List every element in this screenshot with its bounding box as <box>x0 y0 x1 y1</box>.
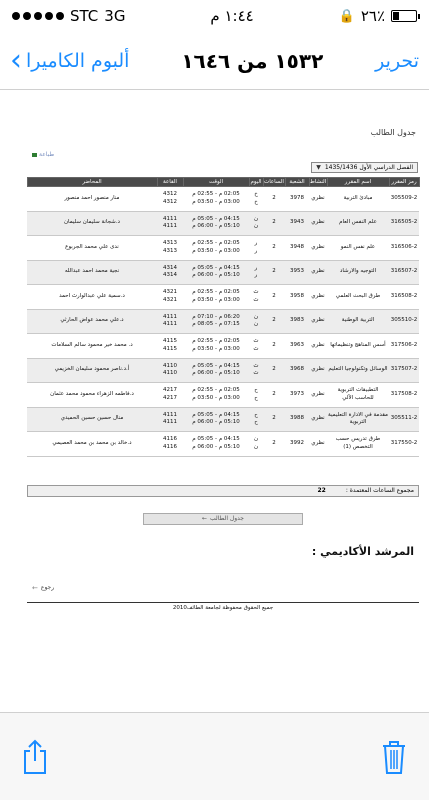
table-row <box>27 407 419 432</box>
cell-hours: 2 <box>263 236 285 261</box>
cell-name: التربية الوطنية <box>327 309 389 334</box>
code-header: رمز المقرر <box>389 178 419 187</box>
share-button[interactable] <box>20 736 50 778</box>
cell-room: 4314 4314 <box>157 260 183 285</box>
semester-row <box>24 162 422 173</box>
cell-activity: نظري <box>309 358 327 383</box>
schedule-document <box>24 90 422 610</box>
cell-room: 4217 4217 <box>157 383 183 408</box>
cell-name: الوسائل وتكنولوجيا التعليم <box>327 358 389 383</box>
bottom-toolbar <box>0 712 429 800</box>
back-link[interactable] <box>24 584 422 592</box>
day-header: اليوم <box>250 179 262 185</box>
cell-time: 04:15 م - 05:05 م 05:10 م - 06:00 م <box>183 358 249 383</box>
cell-time: 02:05 م - 02:55 م 03:00 م - 03:50 م <box>183 285 249 310</box>
table-row <box>27 309 419 334</box>
battery-percent: ٢٦٪ <box>360 7 385 25</box>
cell-day: ن ن <box>249 211 263 236</box>
cell-time: 04:15 م - 05:05 م 05:10 م - 06:00 م <box>183 407 249 432</box>
cell-day: ر ر <box>249 236 263 261</box>
back-arrow-icon: ← <box>32 583 38 592</box>
cell-day: ن ن <box>249 432 263 457</box>
cell-day: ث ث <box>249 334 263 359</box>
cell-name: علم النفس العام <box>327 211 389 236</box>
course-name-header: اسم المقرر <box>327 178 389 187</box>
cell-lecturer: د. محمد خير محمود سالم السلامات <box>27 334 157 359</box>
cell-name: التوجيه والارشاد <box>327 260 389 285</box>
cell-name: التطبيقات التربوية للحاسب الآلي <box>327 383 389 408</box>
cell-lecturer: د.علي محمد عواض الحارثي <box>27 309 157 334</box>
table-row <box>27 358 419 383</box>
cell-hours: 2 <box>263 285 285 310</box>
student-schedule-button[interactable] <box>143 513 303 525</box>
room-header: القاعة <box>157 178 183 187</box>
cell-room: 4115 4115 <box>157 334 183 359</box>
status-right <box>339 7 417 25</box>
cell-hours: 2 <box>263 432 285 457</box>
print-label: طباعة <box>39 151 55 158</box>
cell-day: ن ن <box>249 309 263 334</box>
cell-time: 04:15 م - 05:05 م 05:10 م - 06:00 م <box>183 260 249 285</box>
cell-day: ر ر <box>249 260 263 285</box>
total-hours-value: 22 <box>317 487 326 494</box>
cell-room: 4312 4312 <box>157 187 183 212</box>
section-header: الشعبة <box>285 178 309 187</box>
cell-day: ح ح <box>249 407 263 432</box>
cell-hours: 2 <box>263 358 285 383</box>
cell-day: خ خ <box>249 187 263 212</box>
cell-hours: 2 <box>263 383 285 408</box>
cell-lecturer: د.فاطمه الزهراء محمود محمد عثمان <box>27 383 157 408</box>
cell-activity: نظري <box>309 309 327 334</box>
cell-name: مبادئ التربية <box>327 187 389 212</box>
total-hours-label: مجموع الساعات المعتمدة : <box>345 487 414 494</box>
photo-content <box>0 90 429 712</box>
table-row <box>27 285 419 310</box>
cell-code: 317508-2 <box>389 383 419 408</box>
total-hours-box <box>27 485 419 497</box>
status-time: ١:٤٤ م <box>210 7 254 25</box>
schedule-arrow-icon: ← <box>201 515 208 522</box>
cell-name: علم نفس النمو <box>327 236 389 261</box>
academic-advisor-heading: المرشد الأكاديمي : <box>311 544 414 558</box>
table-row <box>27 236 419 261</box>
cell-code: 317507-2 <box>389 358 419 383</box>
table-header-row <box>27 178 419 187</box>
network-type: 3G <box>104 7 126 25</box>
nav-title: ١٥٣٢ من ١٦٤٦ <box>181 48 324 73</box>
cell-time: 04:15 م - 05:05 م 05:10 م - 06:00 م <box>183 211 249 236</box>
printer-icon <box>32 153 37 157</box>
cell-room: 4111 4111 <box>157 211 183 236</box>
status-left <box>12 7 125 25</box>
navigation-bar <box>0 32 429 90</box>
cell-code: 317506-2 <box>389 334 419 359</box>
cell-lecturer: د.شجانة سليمان سليمان <box>27 211 157 236</box>
cell-time: 04:15 م - 05:05 م 05:10 م - 06:00 م <box>183 432 249 457</box>
semester-select[interactable] <box>311 162 418 173</box>
cell-name: طرق البحث العلمي <box>327 285 389 310</box>
status-bar <box>0 0 429 32</box>
rotation-lock-icon: 🔒 <box>338 8 355 24</box>
cell-code: 305510-2 <box>389 309 419 334</box>
cell-room: 4116 4116 <box>157 432 183 457</box>
cell-room: 4111 4111 <box>157 309 183 334</box>
cell-code: 317550-2 <box>389 432 419 457</box>
table-body <box>27 187 419 457</box>
cell-section: 3953 <box>285 260 309 285</box>
cell-section: 3963 <box>285 334 309 359</box>
cell-hours: 2 <box>263 187 285 212</box>
print-link[interactable] <box>24 151 422 158</box>
cell-time: 06:20 م - 07:10 م 07:15 م - 08:05 م <box>183 309 249 334</box>
table-row <box>27 187 419 212</box>
chevron-left-icon: ‹ <box>10 42 22 78</box>
cell-lecturer: منار منصور احمد منصور <box>27 187 157 212</box>
activity-header: النشاط <box>309 179 327 185</box>
cell-hours: 2 <box>263 309 285 334</box>
chevron-down-icon: ▼ <box>316 164 321 171</box>
cell-name: مقدمة في الادارة التعليمية التربوية <box>327 407 389 432</box>
cell-hours: 2 <box>263 260 285 285</box>
cell-lecturer: منال حسين حسين الحميدي <box>27 407 157 432</box>
table-row <box>27 260 419 285</box>
cell-room: 4110 4110 <box>157 358 183 383</box>
cell-section: 3948 <box>285 236 309 261</box>
cell-lecturer: ندى علي محمد الجربوع <box>27 236 157 261</box>
cell-section: 3958 <box>285 285 309 310</box>
cell-lecturer: أ.د.ناصر محمود سليمان الخزيمي <box>27 358 157 383</box>
carrier-name: STC <box>70 7 99 25</box>
cell-room: 4321 4321 <box>157 285 183 310</box>
copyright-footer: جميع الحقوق محفوظة لجامعة الطائف2010 <box>27 602 419 611</box>
cell-room: 4111 4111 <box>157 407 183 432</box>
cell-code: 316505-2 <box>389 211 419 236</box>
cell-room: 4313 4313 <box>157 236 183 261</box>
student-schedule-label: جدول الطالب <box>210 515 245 522</box>
time-header: الوقت <box>183 178 249 187</box>
cell-time: 02:05 م - 02:55 م 03:00 م - 03:50 م <box>183 187 249 212</box>
page-heading: جدول الطالب <box>370 128 416 137</box>
cell-day: ث ث <box>249 285 263 310</box>
cell-activity: نظري <box>309 407 327 432</box>
edit-button[interactable]: تحرير <box>375 49 419 72</box>
cell-activity: نظري <box>309 260 327 285</box>
table-row <box>27 383 419 408</box>
back-link-label: رجوع <box>40 584 55 591</box>
back-button[interactable] <box>10 42 130 78</box>
semester-value: الفصل الدراسي الأول 1435/1436 <box>324 164 413 171</box>
table-row <box>27 211 419 236</box>
cell-lecturer: د.خالد بن محمد بن محمد العصيمي <box>27 432 157 457</box>
schedule-table <box>27 177 420 457</box>
cell-name: طرق تدريس حسب التخصص (1) <box>327 432 389 457</box>
battery-icon <box>391 10 417 22</box>
cell-section: 3992 <box>285 432 309 457</box>
cell-time: 02:05 م - 02:55 م 03:00 م - 03:50 م <box>183 334 249 359</box>
cell-lecturer: د.سمية علي عبدالوارث احمد <box>27 285 157 310</box>
cell-day: ث ث <box>249 358 263 383</box>
trash-icon <box>381 739 407 775</box>
lecturer-header: المحاضر <box>27 178 157 187</box>
cell-section: 3978 <box>285 187 309 212</box>
signal-strength-icon <box>12 12 64 20</box>
share-icon <box>22 739 48 775</box>
cell-hours: 2 <box>263 211 285 236</box>
cell-code: 316506-2 <box>389 236 419 261</box>
table-row <box>27 432 419 457</box>
cell-section: 3943 <box>285 211 309 236</box>
cell-section: 3988 <box>285 407 309 432</box>
cell-code: 305509-2 <box>389 187 419 212</box>
cell-time: 02:05 م - 02:55 م 03:00 م - 03:50 م <box>183 236 249 261</box>
cell-activity: نظري <box>309 334 327 359</box>
cell-hours: 2 <box>263 407 285 432</box>
cell-activity: نظري <box>309 285 327 310</box>
cell-section: 3983 <box>285 309 309 334</box>
cell-activity: نظري <box>309 211 327 236</box>
cell-code: 316508-2 <box>389 285 419 310</box>
cell-code: 316507-2 <box>389 260 419 285</box>
hours-header: الساعات <box>264 179 284 185</box>
cell-hours: 2 <box>263 334 285 359</box>
cell-day: ح ح <box>249 383 263 408</box>
cell-code: 305511-2 <box>389 407 419 432</box>
cell-activity: نظري <box>309 432 327 457</box>
delete-button[interactable] <box>379 736 409 778</box>
table-row <box>27 334 419 359</box>
cell-time: 02:05 م - 02:55 م 03:00 م - 03:50 م <box>183 383 249 408</box>
cell-activity: نظري <box>309 236 327 261</box>
cell-activity: نظري <box>309 187 327 212</box>
cell-section: 3968 <box>285 358 309 383</box>
cell-name: أسس المناهج وتنظيماتها <box>327 334 389 359</box>
back-button-label: ألبوم الكاميرا <box>26 49 130 72</box>
cell-lecturer: نجية محمد احمد عبدالله <box>27 260 157 285</box>
cell-section: 3973 <box>285 383 309 408</box>
cell-activity: نظري <box>309 383 327 408</box>
